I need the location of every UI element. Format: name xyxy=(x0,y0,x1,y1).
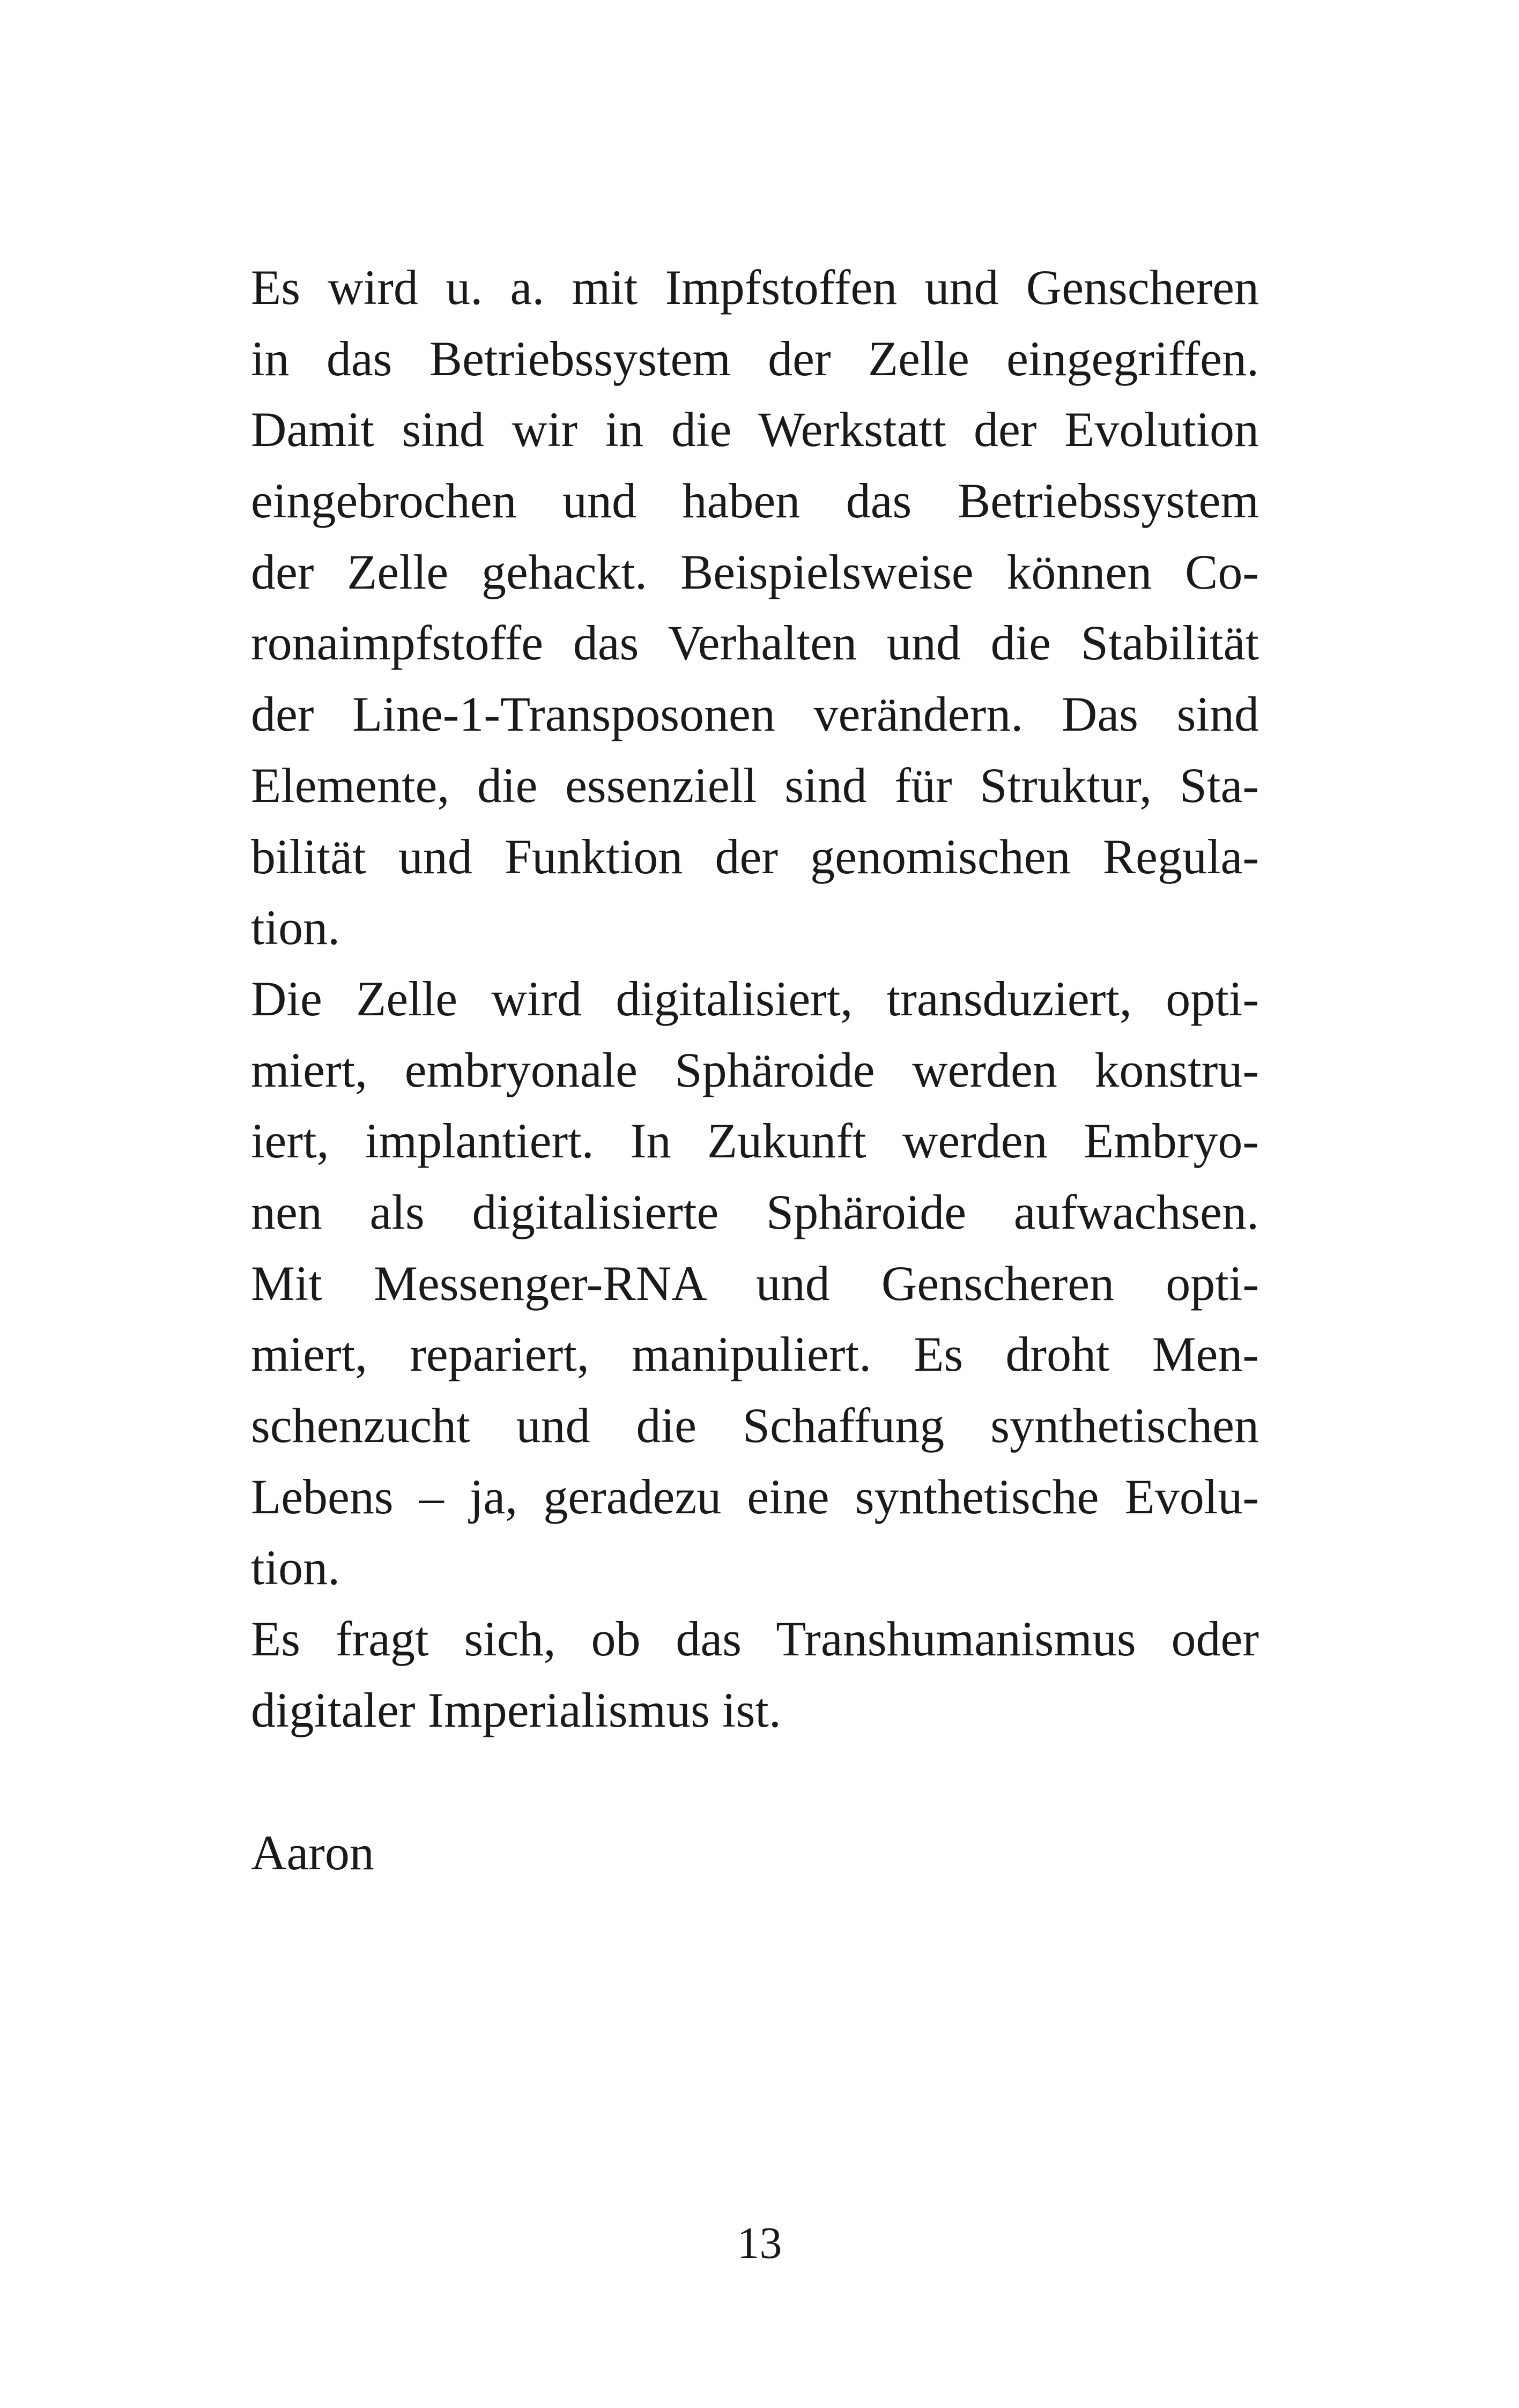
text-line: eingebrochen und haben das Betriebssystem xyxy=(251,473,1259,529)
text-line: schenzucht und die Schaffung synthetischen xyxy=(251,1398,1259,1453)
text-line: nen als digitalisierte Sphäroide aufwachsen. xyxy=(251,1184,1259,1239)
text-line: Elemente, die essenziell sind für Struktur, Sta- xyxy=(251,757,1259,813)
text-line: Mit Messenger-RNA und Genscheren opti- xyxy=(251,1255,1259,1311)
text-line: Die Zelle wird digitalisiert, transduziert, opti- xyxy=(251,971,1259,1026)
page-number: 13 xyxy=(737,2218,782,2268)
text-line: Es fragt sich, ob das Transhumanismus oder xyxy=(251,1611,1259,1667)
author-signature: Aaron xyxy=(251,1825,374,1880)
text-line: Es wird u. a. mit Impfstoffen und Genscheren xyxy=(251,260,1259,315)
text-line: miert, repariert, manipuliert. Es droht Men- xyxy=(251,1327,1259,1382)
text-line: bilität und Funktion der genomischen Regula- xyxy=(251,829,1259,884)
text-line: ronaimpfstoffe das Verhalten und die Stabilität xyxy=(251,615,1259,671)
text-line: digitaler Imperialismus ist. xyxy=(251,1682,781,1737)
text-line: tion. xyxy=(251,1540,340,1595)
text-line: iert, implantiert. In Zukunft werden Embryo- xyxy=(251,1113,1259,1169)
text-line: in das Betriebssystem der Zelle eingegriffen. xyxy=(251,331,1259,386)
text-line: der Zelle gehackt. Beispielsweise können Co- xyxy=(251,544,1259,599)
text-line: Damit sind wir in die Werkstatt der Evolution xyxy=(251,402,1259,457)
body-text xyxy=(251,252,1259,1745)
text-line: tion. xyxy=(251,900,340,955)
text-line: der Line-1-Transposonen verändern. Das sind xyxy=(251,687,1259,742)
text-line: Lebens – ja, geradezu eine synthetische Evolu- xyxy=(251,1469,1259,1524)
text-line: miert, embryonale Sphäroide werden konstru- xyxy=(251,1042,1259,1097)
